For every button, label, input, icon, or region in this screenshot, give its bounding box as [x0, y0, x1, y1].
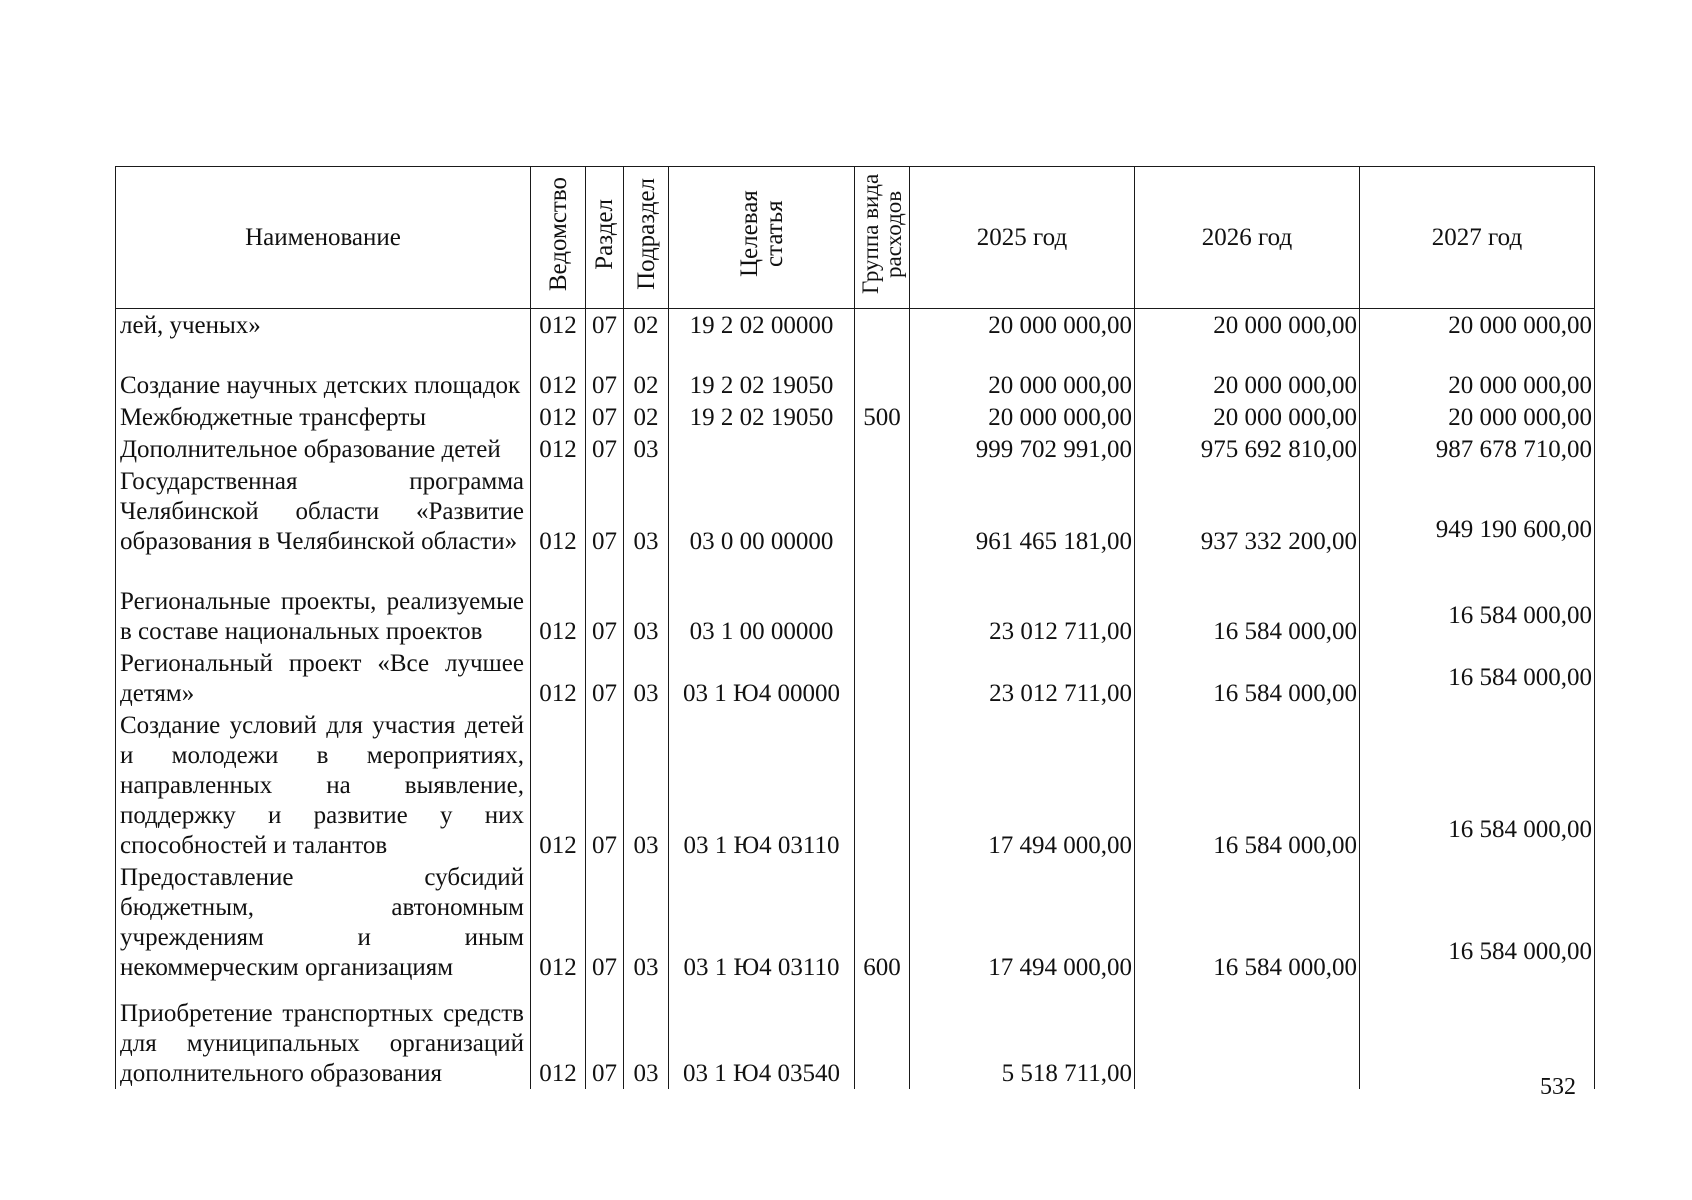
- row-target-article: 19 2 02 19050: [669, 401, 855, 433]
- row-subsection: 03: [624, 983, 669, 1089]
- table-row: [116, 647, 1595, 709]
- row-section: 07: [586, 465, 624, 557]
- row-name: Дополнительное образование детей: [116, 433, 531, 465]
- row-section: 07: [586, 647, 624, 709]
- row-department: 012: [531, 647, 586, 709]
- row-amount-2025: 961 465 181,00: [910, 465, 1135, 557]
- row-amount-2025: 17 494 000,00: [910, 861, 1135, 983]
- row-section: 07: [586, 341, 624, 401]
- row-target-article: 03 1 Ю4 03110: [669, 861, 855, 983]
- row-target-article: 03 1 Ю4 00000: [669, 647, 855, 709]
- row-expense-group: 600: [855, 861, 910, 983]
- row-amount-2026: 20 000 000,00: [1135, 341, 1360, 401]
- row-expense-group: [855, 341, 910, 401]
- row-target-article: 03 1 Ю4 03110: [669, 709, 855, 861]
- header-department: Ведомство: [531, 167, 586, 309]
- header-year-2027: 2027 год: [1360, 167, 1595, 309]
- row-amount-2027: 20 000 000,00: [1360, 341, 1595, 401]
- row-expense-group: [855, 709, 910, 861]
- row-name: Межбюджетные трансферты: [116, 401, 531, 433]
- row-name: Создание научных детских площадок: [116, 341, 531, 401]
- header-year-2025: 2025 год: [910, 167, 1135, 309]
- row-department: 012: [531, 983, 586, 1089]
- row-section: 07: [586, 433, 624, 465]
- row-target-article: 19 2 02 00000: [669, 309, 855, 342]
- row-subsection: 02: [624, 341, 669, 401]
- table-row: [116, 401, 1595, 433]
- header-expense-group: Группа вида расходов: [855, 167, 910, 309]
- table-row: [116, 341, 1595, 401]
- row-amount-2026: [1135, 983, 1360, 1089]
- row-amount-2025: 17 494 000,00: [910, 709, 1135, 861]
- row-amount-2027: 16 584 000,00: [1360, 709, 1595, 861]
- table-row: [116, 465, 1595, 557]
- row-amount-2027: 949 190 600,00: [1360, 465, 1595, 557]
- row-department: 012: [531, 309, 586, 342]
- table-row: [116, 433, 1595, 465]
- row-target-article: 03 1 00 00000: [669, 557, 855, 647]
- row-section: 07: [586, 983, 624, 1089]
- row-subsection: 03: [624, 647, 669, 709]
- row-department: 012: [531, 401, 586, 433]
- row-amount-2026: 16 584 000,00: [1135, 647, 1360, 709]
- header-section: Раздел: [586, 167, 624, 309]
- row-amount-2027: 20 000 000,00: [1360, 309, 1595, 342]
- row-department: 012: [531, 861, 586, 983]
- row-name: Предоставление субсидий бюджетным, автономным учреждениям и иным некоммерческим организациям: [116, 861, 531, 983]
- row-department: 012: [531, 709, 586, 861]
- table-row: [116, 983, 1595, 1089]
- row-subsection: 02: [624, 309, 669, 342]
- row-name: Региональные проекты, реализуемые в составе национальных проектов: [116, 557, 531, 647]
- row-department: 012: [531, 433, 586, 465]
- row-amount-2025: 999 702 991,00: [910, 433, 1135, 465]
- table-row: [116, 557, 1595, 647]
- row-target-article: 03 1 Ю4 03540: [669, 983, 855, 1089]
- row-expense-group: 500: [855, 401, 910, 433]
- row-subsection: 03: [624, 465, 669, 557]
- row-department: 012: [531, 557, 586, 647]
- row-expense-group: [855, 983, 910, 1089]
- row-subsection: 02: [624, 401, 669, 433]
- row-section: 07: [586, 861, 624, 983]
- header-subsection: Подраздел: [624, 167, 669, 309]
- row-amount-2025: 20 000 000,00: [910, 309, 1135, 342]
- row-amount-2026: 20 000 000,00: [1135, 401, 1360, 433]
- page-number: 532: [1540, 1074, 1576, 1100]
- row-amount-2027: 16 584 000,00: [1360, 647, 1595, 709]
- row-name: Создание условий для участия детей и молодежи в мероприятиях, направленных на выявление, поддержку и развитие у них способностей и талантов: [116, 709, 531, 861]
- table-row: [116, 309, 1595, 342]
- row-section: 07: [586, 401, 624, 433]
- row-section: 07: [586, 709, 624, 861]
- row-subsection: 03: [624, 557, 669, 647]
- row-expense-group: [855, 433, 910, 465]
- row-subsection: 03: [624, 861, 669, 983]
- row-amount-2026: 937 332 200,00: [1135, 465, 1360, 557]
- row-expense-group: [855, 557, 910, 647]
- table-header-row: [116, 167, 1595, 309]
- row-amount-2027: 20 000 000,00: [1360, 401, 1595, 433]
- row-name: Приобретение транспортных средств для муниципальных организаций дополнительного образования: [116, 983, 531, 1089]
- row-subsection: 03: [624, 709, 669, 861]
- row-expense-group: [855, 465, 910, 557]
- header-target-article: Целевая статья: [669, 167, 855, 309]
- row-amount-2026: 975 692 810,00: [1135, 433, 1360, 465]
- row-expense-group: [855, 309, 910, 342]
- row-subsection: 03: [624, 433, 669, 465]
- table-row: [116, 709, 1595, 861]
- row-name: Региональный проект «Все лучшее детям»: [116, 647, 531, 709]
- row-target-article: 19 2 02 19050: [669, 341, 855, 401]
- row-amount-2025: 23 012 711,00: [910, 647, 1135, 709]
- header-year-2026: 2026 год: [1135, 167, 1360, 309]
- row-target-article: [669, 433, 855, 465]
- table-row: [116, 861, 1595, 983]
- row-amount-2027: 16 584 000,00: [1360, 861, 1595, 983]
- row-department: 012: [531, 465, 586, 557]
- row-expense-group: [855, 647, 910, 709]
- row-amount-2027: 987 678 710,00: [1360, 433, 1595, 465]
- row-target-article: 03 0 00 00000: [669, 465, 855, 557]
- row-name: Государственная программа Челябинской области «Развитие образования в Челябинской области»: [116, 465, 531, 557]
- row-name: лей, ученых»: [116, 309, 531, 342]
- row-section: 07: [586, 309, 624, 342]
- row-amount-2026: 16 584 000,00: [1135, 861, 1360, 983]
- row-amount-2025: 20 000 000,00: [910, 401, 1135, 433]
- row-amount-2026: 20 000 000,00: [1135, 309, 1360, 342]
- row-amount-2025: 23 012 711,00: [910, 557, 1135, 647]
- row-amount-2025: 5 518 711,00: [910, 983, 1135, 1089]
- row-amount-2025: 20 000 000,00: [910, 341, 1135, 401]
- row-section: 07: [586, 557, 624, 647]
- row-amount-2026: 16 584 000,00: [1135, 709, 1360, 861]
- budget-table: [115, 166, 1595, 1089]
- header-name: Наименование: [116, 167, 531, 309]
- row-amount-2026: 16 584 000,00: [1135, 557, 1360, 647]
- row-amount-2027: 16 584 000,00: [1360, 557, 1595, 647]
- row-department: 012: [531, 341, 586, 401]
